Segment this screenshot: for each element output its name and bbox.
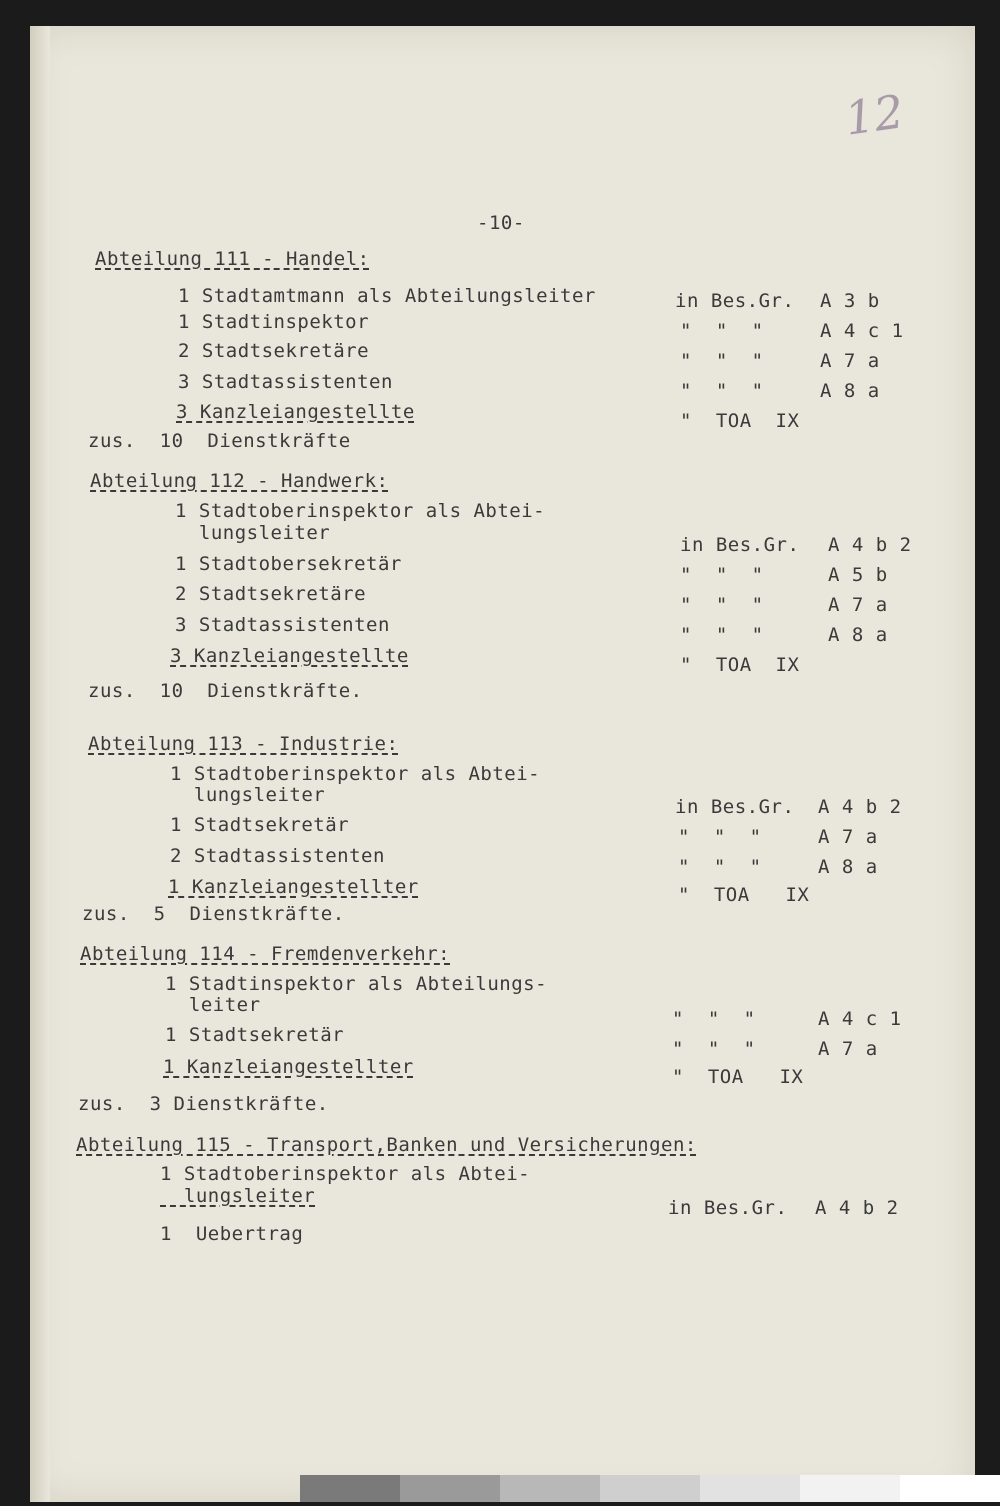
- carry-over-total: 1 Uebertrag: [160, 1223, 304, 1245]
- grade-prefix: " " ": [680, 594, 764, 616]
- grade-prefix: in Bes.Gr.: [680, 534, 800, 556]
- grade-value: A 4 b 2: [818, 796, 902, 818]
- grade-prefix: " " ": [680, 350, 764, 372]
- grade-value: A 5 b: [828, 564, 888, 586]
- section-heading: Abteilung 114 - Fremdenverkehr:: [80, 943, 451, 965]
- section-total: zus. 3 Dienstkräfte.: [78, 1093, 329, 1115]
- section-heading: Abteilung 115 - Transport,Banken und Versicherungen:: [76, 1134, 697, 1156]
- staff-line: 1 Stadtamtmann als Abteilungsleiter: [178, 285, 596, 307]
- strip-swatch: [300, 1475, 400, 1502]
- grade-value: A 4 b 2: [815, 1197, 899, 1219]
- staff-line: 3 Kanzleiangestellte: [176, 401, 415, 423]
- staff-line: 1 Stadtsekretär: [165, 1024, 345, 1046]
- grade-value: A 8 a: [828, 624, 888, 646]
- staff-line: 2 Stadtsekretäre: [178, 340, 370, 362]
- staff-line: 1 Stadtoberinspektor als Abtei-: [160, 1163, 531, 1185]
- staff-line: 1 Stadtinspektor als Abteilungs-: [165, 973, 548, 995]
- grade-prefix: " TOA IX: [680, 654, 800, 676]
- grade-prefix: in Bes.Gr.: [675, 796, 795, 818]
- grade-value: A 7 a: [828, 594, 888, 616]
- staff-line: 1 Stadtsekretär: [170, 814, 350, 836]
- staff-line: 1 Kanzleiangestellter: [163, 1056, 414, 1078]
- strip-swatch: [600, 1475, 700, 1502]
- archive-page-number: 12: [841, 84, 908, 146]
- grade-prefix: " TOA IX: [672, 1066, 804, 1088]
- section-total: zus. 5 Dienstkräfte.: [82, 903, 345, 925]
- staff-line: 1 Stadtoberinspektor als Abtei-: [175, 500, 546, 522]
- grade-value: A 4 c 1: [818, 1008, 902, 1030]
- staff-line: 1 Stadtinspektor: [178, 311, 370, 333]
- grade-prefix: " " ": [680, 564, 764, 586]
- strip-swatch: [900, 1475, 1000, 1502]
- grade-value: A 7 a: [820, 350, 880, 372]
- staff-line: leiter: [165, 994, 261, 1016]
- grade-prefix: " " ": [680, 380, 764, 402]
- grade-prefix: " " ": [680, 624, 764, 646]
- grade-prefix: " " ": [678, 826, 762, 848]
- staff-line: 2 Stadtassistenten: [170, 845, 385, 867]
- staff-line: lungsleiter: [160, 1185, 316, 1207]
- strip-swatch: [500, 1475, 600, 1502]
- grade-value: A 4 b 2: [828, 534, 912, 556]
- section-heading: Abteilung 112 - Handwerk:: [90, 470, 389, 492]
- strip-swatch: [800, 1475, 900, 1502]
- section-heading: Abteilung 113 - Industrie:: [88, 733, 399, 755]
- grade-prefix: in Bes.Gr.: [668, 1197, 788, 1219]
- page-number: -10-: [477, 212, 525, 234]
- section-total: zus. 10 Dienstkräfte: [88, 430, 351, 452]
- grade-value: A 4 c 1: [820, 320, 904, 342]
- grade-value: A 3 b: [820, 290, 880, 312]
- grade-value: A 7 a: [818, 1038, 878, 1060]
- grade-prefix: " " ": [678, 856, 762, 878]
- staff-line: 1 Stadtobersekretär: [175, 553, 402, 575]
- grade-prefix: in Bes.Gr.: [675, 290, 795, 312]
- grade-prefix: " " ": [680, 320, 764, 342]
- grade-prefix: " TOA IX: [678, 884, 810, 906]
- section-heading: Abteilung 111 - Handel:: [95, 248, 370, 270]
- grade-value: A 8 a: [818, 856, 878, 878]
- strip-swatch: [700, 1475, 800, 1502]
- grade-prefix: " TOA IX: [680, 410, 800, 432]
- strip-swatch: [400, 1475, 500, 1502]
- grade-value: A 7 a: [818, 826, 878, 848]
- staff-line: lungsleiter: [175, 522, 331, 544]
- staff-line: 1 Kanzleiangestellter: [168, 876, 419, 898]
- staff-line: 2 Stadtsekretäre: [175, 583, 367, 605]
- grade-prefix: " " ": [672, 1038, 756, 1060]
- staff-line: 1 Stadtoberinspektor als Abtei-: [170, 763, 541, 785]
- grade-value: A 8 a: [820, 380, 880, 402]
- section-total: zus. 10 Dienstkräfte.: [88, 680, 363, 702]
- staff-line: 3 Stadtassistenten: [178, 371, 393, 393]
- color-calibration-strip: [300, 1475, 1000, 1502]
- staff-line: 3 Kanzleiangestellte: [170, 645, 409, 667]
- staff-line: 3 Stadtassistenten: [175, 614, 390, 636]
- grade-prefix: " " ": [672, 1008, 756, 1030]
- page-fold-shadow: [30, 26, 50, 1502]
- staff-line: lungsleiter: [170, 784, 326, 806]
